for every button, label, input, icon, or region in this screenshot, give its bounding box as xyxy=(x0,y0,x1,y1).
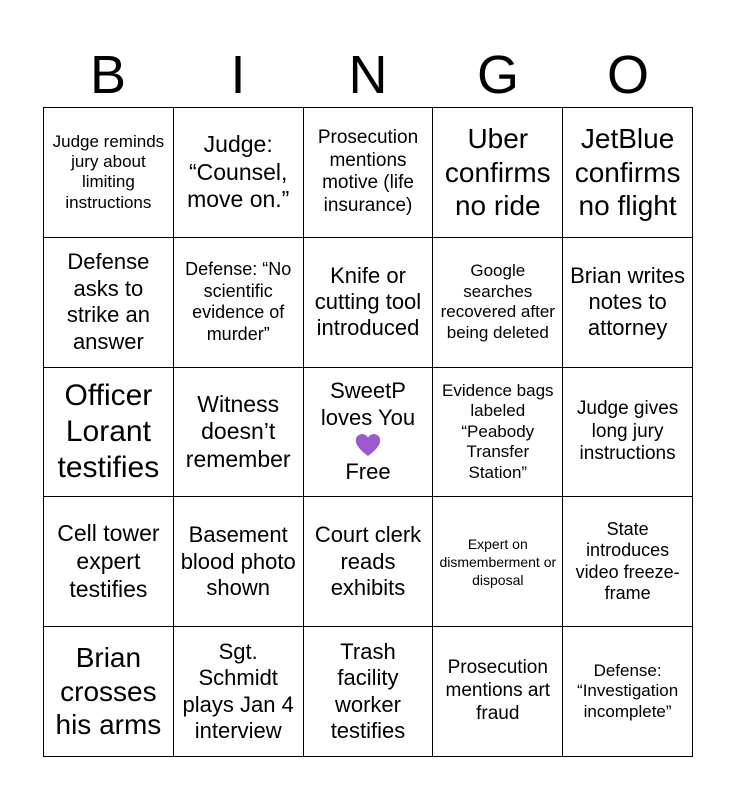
bingo-cell[interactable] xyxy=(174,627,304,757)
bingo-cell[interactable] xyxy=(433,238,563,368)
cell-text: Google searches recovered after being deleted xyxy=(440,261,555,342)
bingo-cell[interactable] xyxy=(44,238,174,368)
cell-text: Cell tower expert testifies xyxy=(57,520,160,602)
header-letter-g: G xyxy=(476,45,519,105)
bingo-cell[interactable] xyxy=(563,368,693,498)
cell-text: Sgt. Schmidt plays Jan 4 interview xyxy=(182,638,294,743)
bingo-cell[interactable] xyxy=(304,627,434,757)
bingo-cell[interactable] xyxy=(304,108,434,238)
bingo-board xyxy=(43,107,693,757)
cell-text: Witness doesn’t remember xyxy=(185,390,291,472)
bingo-header xyxy=(43,44,693,106)
cell-text: Expert on dismemberment or disposal xyxy=(439,535,557,588)
bingo-cell[interactable] xyxy=(563,627,693,757)
cell-text: Defense: “Investigation incomplete” xyxy=(577,661,679,721)
bingo-cell[interactable] xyxy=(433,368,563,498)
cell-text: Court clerk reads exhibits xyxy=(314,522,422,600)
cell-text: Judge gives long jury instructions xyxy=(576,397,679,465)
bingo-cell[interactable] xyxy=(174,497,304,627)
cell-text: Defense asks to strike an answer xyxy=(66,249,150,354)
cell-text: Judge: “Counsel, move on.” xyxy=(187,131,290,213)
cell-text: Knife or cutting tool introduced xyxy=(314,262,422,341)
bingo-cell[interactable] xyxy=(174,238,304,368)
cell-text: Prosecution mentions art fraud xyxy=(445,657,551,724)
purple-heart-icon xyxy=(355,433,381,457)
cell-text: Prosecution mentions motive (life insurance) xyxy=(317,126,419,217)
header-letter-o: O xyxy=(606,45,649,105)
bingo-cell[interactable] xyxy=(44,497,174,627)
bingo-cell[interactable] xyxy=(174,368,304,498)
bingo-cell[interactable] xyxy=(304,238,434,368)
cell-text: JetBlue confirms no flight xyxy=(574,123,681,222)
bingo-cell[interactable] xyxy=(174,108,304,238)
header-letter-i: I xyxy=(230,45,246,105)
bingo-cell[interactable] xyxy=(433,497,563,627)
bingo-cell[interactable] xyxy=(44,627,174,757)
bingo-cell[interactable] xyxy=(44,108,174,238)
cell-text: Judge reminds jury about limiting instructions xyxy=(52,131,165,212)
cell-text: State introduces video freeze-frame xyxy=(575,518,680,604)
free-cell-line2: loves You xyxy=(320,404,416,430)
bingo-cell[interactable] xyxy=(433,108,563,238)
cell-text: Brian crosses his arms xyxy=(55,642,162,741)
cell-text: Brian writes notes to attorney xyxy=(570,262,686,341)
bingo-cell[interactable] xyxy=(563,108,693,238)
free-cell[interactable] xyxy=(304,368,434,498)
cell-text: Basement blood photo shown xyxy=(180,522,296,600)
bingo-cell[interactable] xyxy=(304,497,434,627)
bingo-cell[interactable] xyxy=(44,368,174,498)
cell-text: Trash facility worker testifies xyxy=(330,638,406,743)
cell-text: Defense: “No scientific evidence of murder” xyxy=(185,259,292,344)
bingo-cell[interactable] xyxy=(563,238,693,368)
header-letter-b: B xyxy=(89,45,127,105)
free-cell-line1: SweetP xyxy=(330,378,406,404)
free-cell-line3: Free xyxy=(345,459,391,485)
header-letter-n: N xyxy=(348,45,388,105)
cell-text: Uber confirms no ride xyxy=(444,123,551,222)
cell-text: Evidence bags labeled “Peabody Transfer Station” xyxy=(442,381,554,482)
bingo-cell[interactable] xyxy=(563,497,693,627)
bingo-cell[interactable] xyxy=(433,627,563,757)
cell-text: Officer Lorant testifies xyxy=(57,378,160,484)
